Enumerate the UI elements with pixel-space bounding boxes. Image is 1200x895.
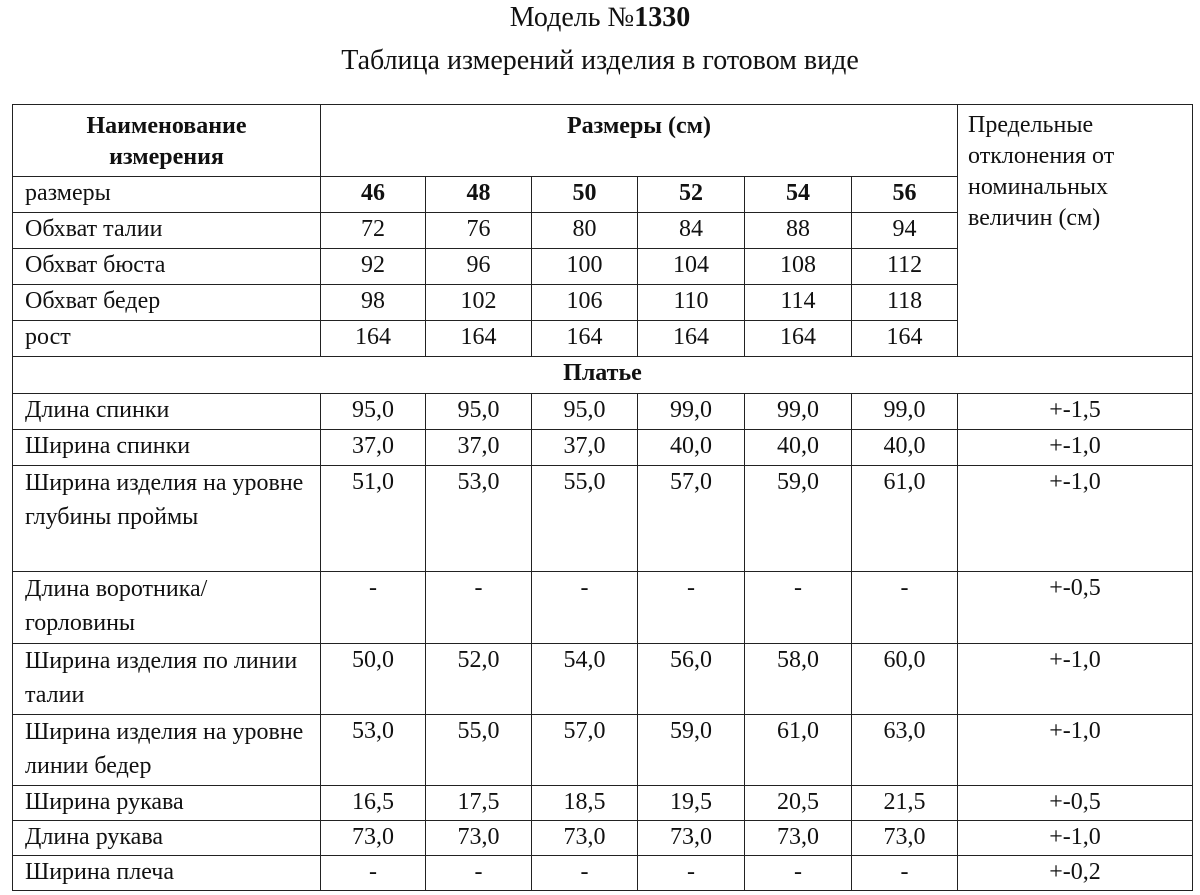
value-cell: 37,0 bbox=[532, 430, 638, 466]
value-cell: 37,0 bbox=[321, 430, 426, 466]
value-cell: - bbox=[852, 856, 958, 891]
value-cell: 50,0 bbox=[321, 644, 426, 715]
value-cell: - bbox=[745, 856, 852, 891]
value-cell: 80 bbox=[532, 213, 638, 249]
value-cell: 18,5 bbox=[532, 786, 638, 821]
value-cell: 110 bbox=[638, 285, 745, 321]
value-cell: 92 bbox=[321, 249, 426, 285]
value-cell: - bbox=[532, 572, 638, 644]
size-cell: 54 bbox=[745, 177, 852, 213]
header-row bbox=[13, 105, 1193, 177]
value-cell: 100 bbox=[532, 249, 638, 285]
value-cell: 112 bbox=[852, 249, 958, 285]
header-deviation-line1: Предельные bbox=[968, 112, 1094, 138]
row-label: рост bbox=[13, 321, 321, 357]
row-label: Ширина изделия на уровне линии бедер bbox=[13, 715, 321, 786]
deviation-cell: +-1,0 bbox=[958, 821, 1193, 856]
value-cell: - bbox=[321, 572, 426, 644]
row-label: Длина рукава bbox=[13, 821, 321, 856]
value-cell: 114 bbox=[745, 285, 852, 321]
value-cell: 76 bbox=[426, 213, 532, 249]
deviation-cell: +-0,5 bbox=[958, 572, 1193, 644]
table-row bbox=[13, 430, 1193, 466]
table-row bbox=[13, 715, 1193, 786]
value-cell: 88 bbox=[745, 213, 852, 249]
row-label: Ширина изделия по линии талии bbox=[13, 644, 321, 715]
size-cell: 48 bbox=[426, 177, 532, 213]
table-row bbox=[13, 786, 1193, 821]
row-label: Ширина плеча bbox=[13, 856, 321, 891]
header-deviation-line4: величин (см) bbox=[968, 205, 1101, 231]
value-cell: 53,0 bbox=[321, 715, 426, 786]
value-cell: 61,0 bbox=[745, 715, 852, 786]
header-deviation-line2: отклонения от bbox=[968, 143, 1115, 169]
value-cell: 94 bbox=[852, 213, 958, 249]
value-cell: 98 bbox=[321, 285, 426, 321]
value-cell: 72 bbox=[321, 213, 426, 249]
header-sizes: Размеры (см) bbox=[321, 105, 958, 177]
value-cell: 164 bbox=[426, 321, 532, 357]
value-cell: 54,0 bbox=[532, 644, 638, 715]
value-cell: - bbox=[426, 572, 532, 644]
deviation-cell: +-1,0 bbox=[958, 466, 1193, 572]
value-cell: - bbox=[426, 856, 532, 891]
value-cell: 60,0 bbox=[852, 644, 958, 715]
value-cell: 40,0 bbox=[745, 430, 852, 466]
value-cell: - bbox=[532, 856, 638, 891]
value-cell: 102 bbox=[426, 285, 532, 321]
value-cell: 57,0 bbox=[638, 466, 745, 572]
row-label: Длина воротника/горловины bbox=[13, 572, 321, 644]
document-subtitle: Таблица измерений изделия в готовом виде bbox=[341, 45, 859, 76]
value-cell: 58,0 bbox=[745, 644, 852, 715]
value-cell: 164 bbox=[638, 321, 745, 357]
value-cell: 59,0 bbox=[638, 715, 745, 786]
table-row bbox=[13, 572, 1193, 644]
header-deviation bbox=[958, 105, 1193, 357]
value-cell: 108 bbox=[745, 249, 852, 285]
table-row bbox=[13, 466, 1193, 572]
value-cell: 40,0 bbox=[852, 430, 958, 466]
size-row-label: размеры bbox=[13, 177, 321, 213]
document-title bbox=[0, 2, 1200, 34]
value-cell: 99,0 bbox=[852, 394, 958, 430]
value-cell: 84 bbox=[638, 213, 745, 249]
value-cell: 73,0 bbox=[638, 821, 745, 856]
value-cell: 59,0 bbox=[745, 466, 852, 572]
header-deviation-line3: номинальных bbox=[968, 174, 1109, 200]
value-cell: - bbox=[638, 856, 745, 891]
header-name-line1: Наименование bbox=[86, 113, 247, 139]
row-label: Длина спинки bbox=[13, 394, 321, 430]
size-cell: 50 bbox=[532, 177, 638, 213]
value-cell: 16,5 bbox=[321, 786, 426, 821]
value-cell: 73,0 bbox=[321, 821, 426, 856]
value-cell: 53,0 bbox=[426, 466, 532, 572]
value-cell: 73,0 bbox=[852, 821, 958, 856]
row-label: Обхват бюста bbox=[13, 249, 321, 285]
section-title-dress: Платье bbox=[13, 357, 1193, 394]
size-cell: 56 bbox=[852, 177, 958, 213]
deviation-cell: +-0,2 bbox=[958, 856, 1193, 891]
value-cell: 55,0 bbox=[426, 715, 532, 786]
value-cell: 95,0 bbox=[321, 394, 426, 430]
value-cell: 96 bbox=[426, 249, 532, 285]
value-cell: 164 bbox=[532, 321, 638, 357]
value-cell: 164 bbox=[321, 321, 426, 357]
row-label: Ширина спинки bbox=[13, 430, 321, 466]
value-cell: 73,0 bbox=[426, 821, 532, 856]
value-cell: 73,0 bbox=[532, 821, 638, 856]
value-cell: 20,5 bbox=[745, 786, 852, 821]
value-cell: 51,0 bbox=[321, 466, 426, 572]
value-cell: 95,0 bbox=[532, 394, 638, 430]
value-cell: 164 bbox=[745, 321, 852, 357]
value-cell: 104 bbox=[638, 249, 745, 285]
deviation-cell: +-1,0 bbox=[958, 644, 1193, 715]
header-measurement-name bbox=[13, 105, 321, 177]
value-cell: 106 bbox=[532, 285, 638, 321]
value-cell: - bbox=[745, 572, 852, 644]
value-cell: 63,0 bbox=[852, 715, 958, 786]
value-cell: 164 bbox=[852, 321, 958, 357]
value-cell: 73,0 bbox=[745, 821, 852, 856]
value-cell: 52,0 bbox=[426, 644, 532, 715]
model-number: 1330 bbox=[634, 2, 691, 33]
value-cell: 61,0 bbox=[852, 466, 958, 572]
row-label: Обхват талии bbox=[13, 213, 321, 249]
header-name-line2: измерения bbox=[109, 144, 224, 170]
deviation-cell: +-1,0 bbox=[958, 430, 1193, 466]
measurements-table bbox=[12, 104, 1193, 891]
table-row bbox=[13, 821, 1193, 856]
value-cell: 99,0 bbox=[638, 394, 745, 430]
value-cell: 37,0 bbox=[426, 430, 532, 466]
value-cell: 21,5 bbox=[852, 786, 958, 821]
row-label: Ширина изделия на уровне глубины проймы bbox=[13, 466, 321, 572]
value-cell: 56,0 bbox=[638, 644, 745, 715]
deviation-cell: +-1,5 bbox=[958, 394, 1193, 430]
size-cell: 52 bbox=[638, 177, 745, 213]
deviation-cell: +-1,0 bbox=[958, 715, 1193, 786]
row-label: Обхват бедер bbox=[13, 285, 321, 321]
section-row bbox=[13, 357, 1193, 394]
value-cell: 99,0 bbox=[745, 394, 852, 430]
deviation-cell: +-0,5 bbox=[958, 786, 1193, 821]
value-cell: 57,0 bbox=[532, 715, 638, 786]
title-prefix: Модель № bbox=[509, 2, 635, 33]
value-cell: 40,0 bbox=[638, 430, 745, 466]
value-cell: 17,5 bbox=[426, 786, 532, 821]
value-cell: - bbox=[638, 572, 745, 644]
value-cell: 95,0 bbox=[426, 394, 532, 430]
value-cell: 19,5 bbox=[638, 786, 745, 821]
table-row bbox=[13, 856, 1193, 891]
table-row bbox=[13, 394, 1193, 430]
table-row bbox=[13, 644, 1193, 715]
value-cell: - bbox=[321, 856, 426, 891]
row-label: Ширина рукава bbox=[13, 786, 321, 821]
value-cell: 118 bbox=[852, 285, 958, 321]
value-cell: - bbox=[852, 572, 958, 644]
size-cell: 46 bbox=[321, 177, 426, 213]
value-cell: 55,0 bbox=[532, 466, 638, 572]
